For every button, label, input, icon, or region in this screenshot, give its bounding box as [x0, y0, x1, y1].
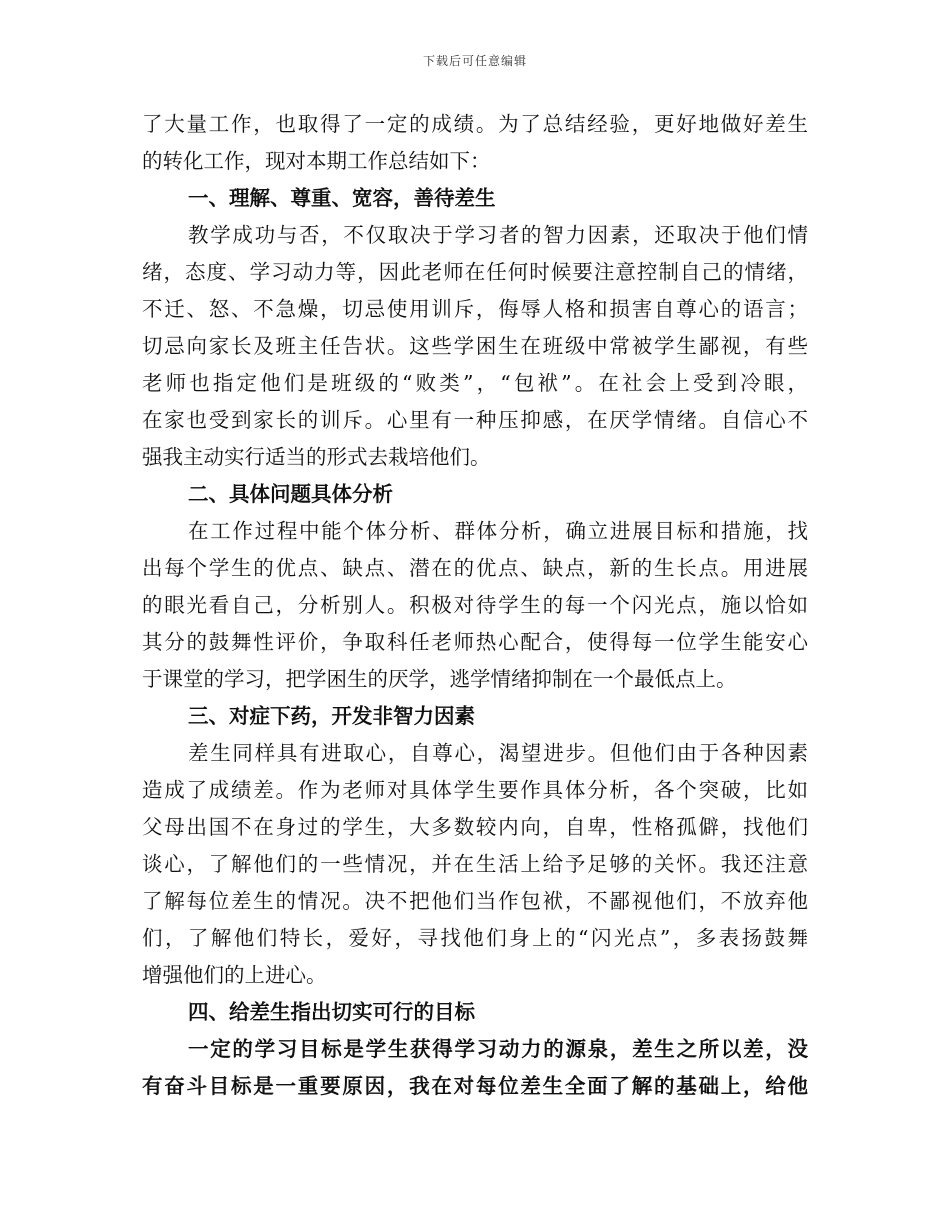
body-line: 差生同样具有进取心，自尊心，渴望进步。但他们由于各种因素 [188, 741, 808, 765]
body-line: 谈心，了解他们的一些情况，并在生活上给予足够的关怀。我还注意 [142, 852, 808, 876]
body-line: 切忌向家长及班主任告状。这些学困生在班级中常被学生鄙视，有些 [142, 334, 808, 358]
body-line: 其分的鼓舞性评价，争取科任老师热心配合，使得每一位学生能安心 [142, 630, 808, 654]
body-line: 老师也指定他们是班级的“败类”，“包袱”。在社会上受到冷眼， [142, 371, 808, 395]
body-line: 父母出国不在身过的学生，大多数较内向，自卑，性格孤僻，找他们 [142, 815, 808, 839]
body-line: 的转化工作，现对本期工作总结如下： [142, 149, 491, 173]
body-line: 强我主动实行适当的形式去栽培他们。 [142, 445, 491, 469]
body-line: 了解每位差生的情况。决不把他们当作包袱，不鄙视他们，不放弃他 [142, 889, 808, 913]
section-heading: 三、对症下药，开发非智力因素 [188, 704, 475, 728]
body-line: 的眼光看自己，分析别人。积极对待学生的每一个闪光点，施以恰如 [142, 593, 808, 617]
body-line: 在工作过程中能个体分析、群体分析，确立进展目标和措施，找 [188, 519, 808, 543]
body-line: 有奋斗目标是一重要原因，我在对每位差生全面了解的基础上，给他 [142, 1074, 808, 1098]
section-heading: 二、具体问题具体分析 [188, 482, 393, 506]
body-line: 教学成功与否，不仅取决于学习者的智力因素，还取决于他们情 [188, 223, 808, 247]
body-line: 出每个学生的优点、缺点、潜在的优点、缺点，新的生长点。用进展 [142, 556, 808, 580]
body-line: 一定的学习目标是学生获得学习动力的源泉，差生之所以差，没 [188, 1037, 808, 1061]
body-line: 绪，态度、学习动力等，因此老师在任何时候要注意控制自己的情绪， [142, 260, 808, 284]
section-heading: 一、理解、尊重、宽容，善待差生 [188, 186, 496, 210]
body-line: 不迁、怒、不急燥，切忌使用训斥，侮辱人格和损害自尊心的语言； [142, 297, 808, 321]
body-line: 增强他们的上进心。 [142, 963, 327, 987]
page-header: 下载后可任意编辑 [422, 54, 527, 68]
body-line: 造成了成绩差。作为老师对具体学生要作具体分析，各个突破，比如 [142, 778, 808, 802]
body-line: 们，了解他们特长，爱好，寻找他们身上的“闪光点”，多表扬鼓舞 [142, 926, 808, 950]
section-heading: 四、给差生指出切实可行的目标 [188, 1000, 475, 1024]
body-line: 了大量工作，也取得了一定的成绩。为了总结经验，更好地做好差生 [142, 112, 808, 136]
body-line: 于课堂的学习，把学困生的厌学，逃学情绪抑制在一个最低点上。 [142, 667, 737, 691]
body-line: 在家也受到家长的训斥。心里有一种压抑感，在厌学情绪。自信心不 [142, 408, 808, 432]
document-body [142, 106, 808, 1105]
